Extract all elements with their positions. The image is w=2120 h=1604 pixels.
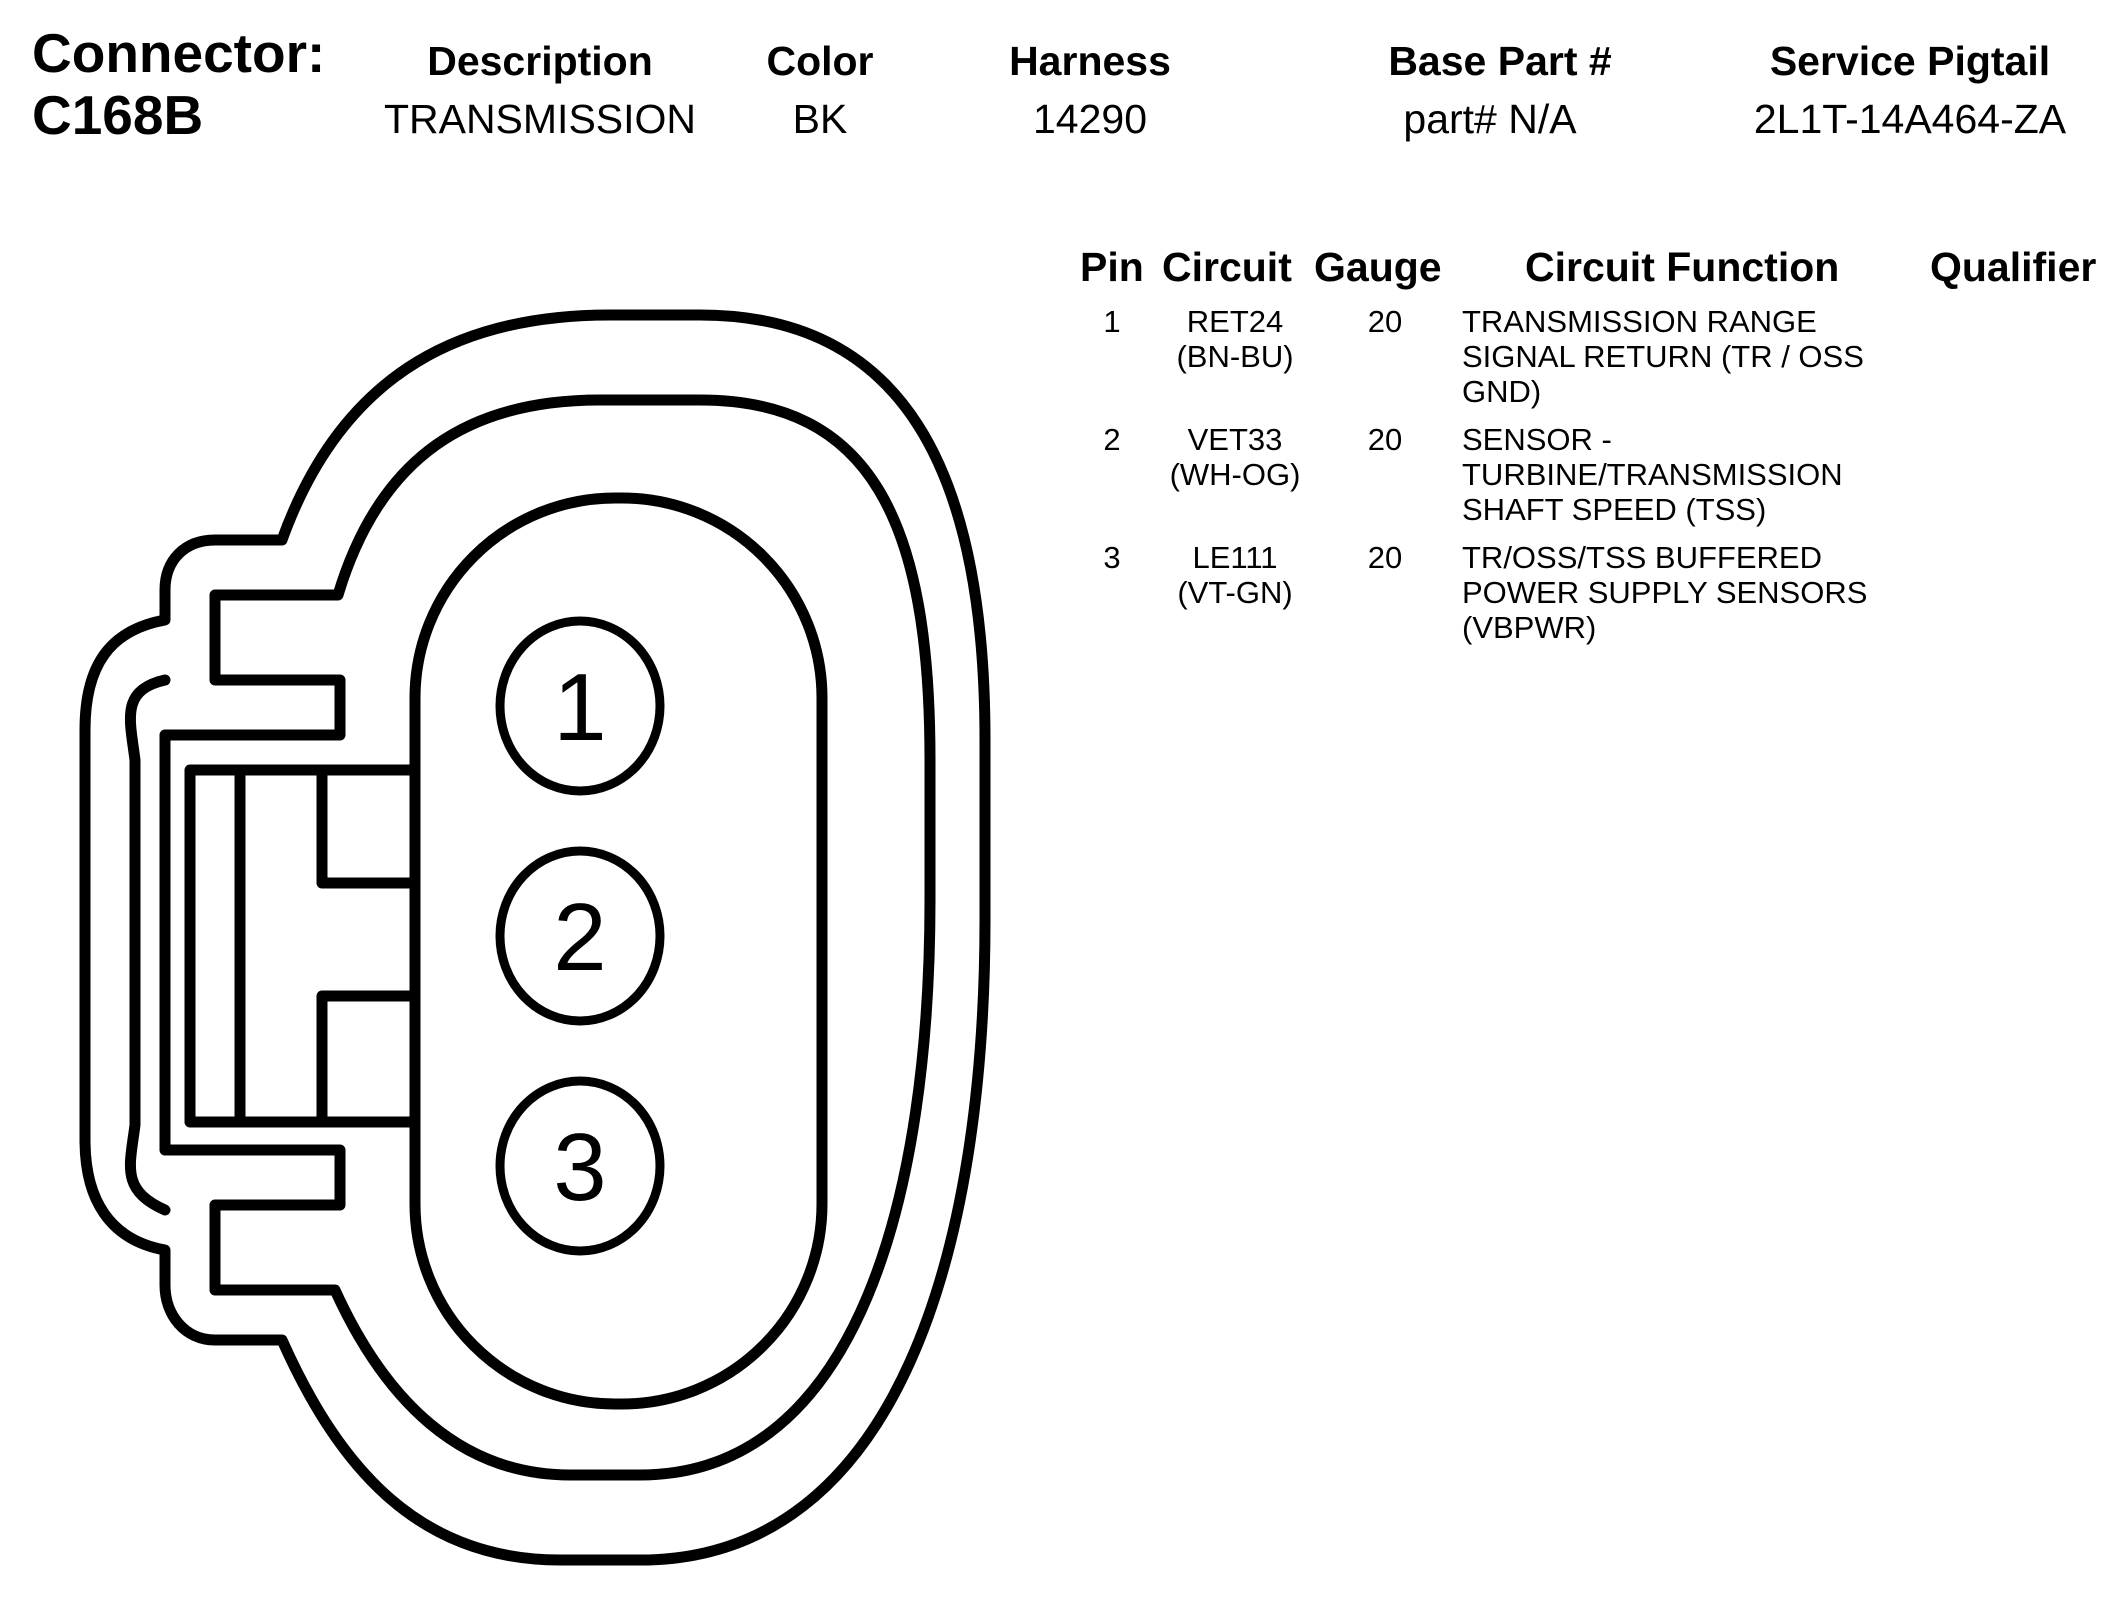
function-line: (VBPWR) <box>1462 610 1597 645</box>
table-row-3-gauge: 20 <box>1367 540 1403 575</box>
connector-label: Connector: <box>32 22 326 84</box>
latch-key-outline <box>190 770 415 1122</box>
pin-1-number: 1 <box>553 654 607 761</box>
col-pin-header: Pin <box>1080 244 1144 290</box>
circuit-color: (VT-GN) <box>1177 575 1293 610</box>
color-value: BK <box>792 96 848 142</box>
pin-2-number: 2 <box>553 884 607 991</box>
description-value: TRANSMISSION <box>383 96 697 142</box>
function-line: SENSOR - <box>1462 422 1612 457</box>
color-heading: Color <box>766 38 874 84</box>
connector-id: C168B <box>32 84 204 146</box>
col-qualifier-header: Qualifier <box>1930 244 2097 290</box>
table-row-2-pin: 2 <box>1103 422 1121 457</box>
function-line: TR/OSS/TSS BUFFERED <box>1462 540 1822 575</box>
base-part-value: part# N/A <box>1403 96 1577 142</box>
function-line: TRANSMISSION RANGE <box>1462 304 1817 339</box>
service-pigtail-value: 2L1T-14A464-ZA <box>1753 96 2067 142</box>
circuit-code: LE111 <box>1192 540 1278 575</box>
description-heading: Description <box>427 38 653 84</box>
base-part-heading: Base Part # <box>1388 38 1612 84</box>
col-circuit-header: Circuit <box>1162 244 1292 290</box>
circuit-code: RET24 <box>1186 304 1284 339</box>
function-line: GND) <box>1462 374 1542 409</box>
function-line: SHAFT SPEED (TSS) <box>1462 492 1767 527</box>
col-gauge-header: Gauge <box>1314 244 1442 290</box>
harness-heading: Harness <box>1009 38 1171 84</box>
circuit-code: VET33 <box>1187 422 1283 457</box>
harness-value: 14290 <box>1032 96 1147 142</box>
table-row-1-gauge: 20 <box>1367 304 1403 339</box>
table-row-3-pin: 3 <box>1103 540 1121 575</box>
table-row-2-gauge: 20 <box>1367 422 1403 457</box>
function-line: SIGNAL RETURN (TR / OSS <box>1462 339 1864 374</box>
latch-key-notch <box>322 770 415 1122</box>
function-line: TURBINE/TRANSMISSION <box>1462 457 1843 492</box>
table-row-1-pin: 1 <box>1103 304 1121 339</box>
service-pigtail-heading: Service Pigtail <box>1769 38 2051 84</box>
col-function-header: Circuit Function <box>1525 244 1840 290</box>
function-line: POWER SUPPLY SENSORS <box>1462 575 1868 610</box>
circuit-color: (WH-OG) <box>1169 457 1301 492</box>
circuit-color: (BN-BU) <box>1176 339 1294 374</box>
pin-3-number: 3 <box>553 1114 607 1221</box>
